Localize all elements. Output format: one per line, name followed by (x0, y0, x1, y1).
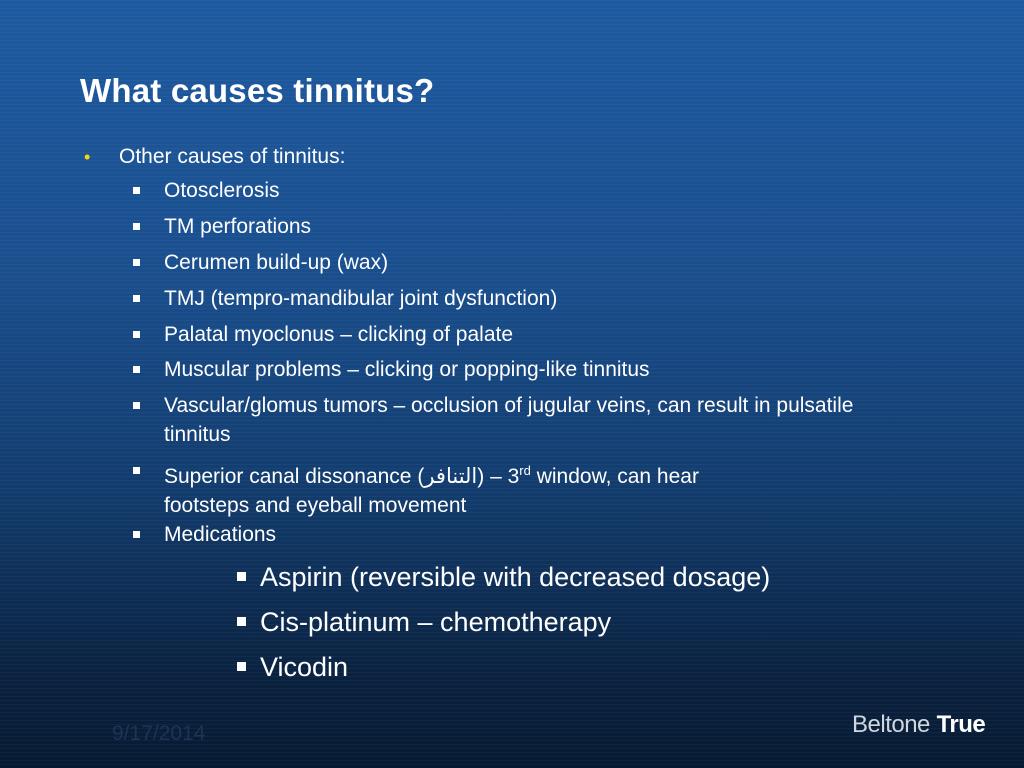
square-bullet-icon (133, 331, 140, 338)
cause-text-middle: ) – 3 (477, 465, 520, 488)
cause-item (133, 248, 893, 277)
medication-text: Vicodin (260, 652, 349, 682)
cause-text: Cerumen build-up (wax) (164, 251, 389, 274)
medication-text: Aspirin (reversible with decreased dosage) (260, 562, 771, 592)
cause-text-superior-canal (164, 456, 784, 520)
beltone-true-logo (852, 711, 985, 739)
medication-text: Cis-platinum – chemotherapy (260, 607, 612, 637)
cause-item (133, 212, 893, 241)
footer-date: 9/17/2014 (112, 722, 206, 745)
intro-text: Other causes of tinnitus: (119, 145, 346, 168)
cause-item (133, 176, 893, 205)
cause-text: Muscular problems – clicking or popping-like tinnitus (164, 358, 650, 381)
medication-item (237, 605, 611, 639)
square-bullet-icon (133, 295, 140, 302)
medication-item (237, 560, 770, 594)
bullet-icon: • (84, 147, 91, 167)
logo-brand: Beltone (852, 711, 930, 738)
cause-item (133, 520, 893, 549)
square-bullet-icon (237, 662, 246, 671)
cause-text-suffix: window, can hear footsteps and eyeball movement (164, 465, 699, 517)
cause-item (133, 284, 893, 313)
logo-product: True (936, 711, 986, 738)
cause-item (133, 456, 793, 520)
square-bullet-icon (237, 617, 246, 626)
square-bullet-icon (133, 402, 140, 409)
ordinal-superscript: rd (519, 463, 531, 478)
square-bullet-icon (133, 366, 140, 373)
cause-text: TM perforations (164, 215, 312, 238)
square-bullet-icon (133, 259, 140, 266)
slide-title: What causes tinnitus? (80, 72, 435, 109)
cause-text: Palatal myoclonus – clicking of palate (164, 323, 514, 346)
cause-text: Otosclerosis (164, 179, 280, 202)
arabic-term: التنافر (424, 465, 478, 488)
square-bullet-icon (133, 187, 140, 194)
cause-text: Medications (164, 523, 277, 546)
square-bullet-icon (133, 531, 140, 538)
cause-item (133, 355, 893, 384)
square-bullet-icon (133, 223, 140, 230)
square-bullet-icon (133, 467, 140, 474)
cause-item (133, 320, 893, 349)
cause-text-prefix: Superior canal dissonance ( (164, 465, 425, 488)
cause-text: TMJ (tempro-mandibular joint dysfunction) (164, 287, 558, 310)
medication-item (237, 650, 348, 684)
square-bullet-icon (237, 572, 246, 581)
cause-text: Vascular/glomus tumors – occlusion of jugular veins, can result in pulsatile tinnitus (164, 394, 854, 446)
cause-item (133, 391, 893, 449)
